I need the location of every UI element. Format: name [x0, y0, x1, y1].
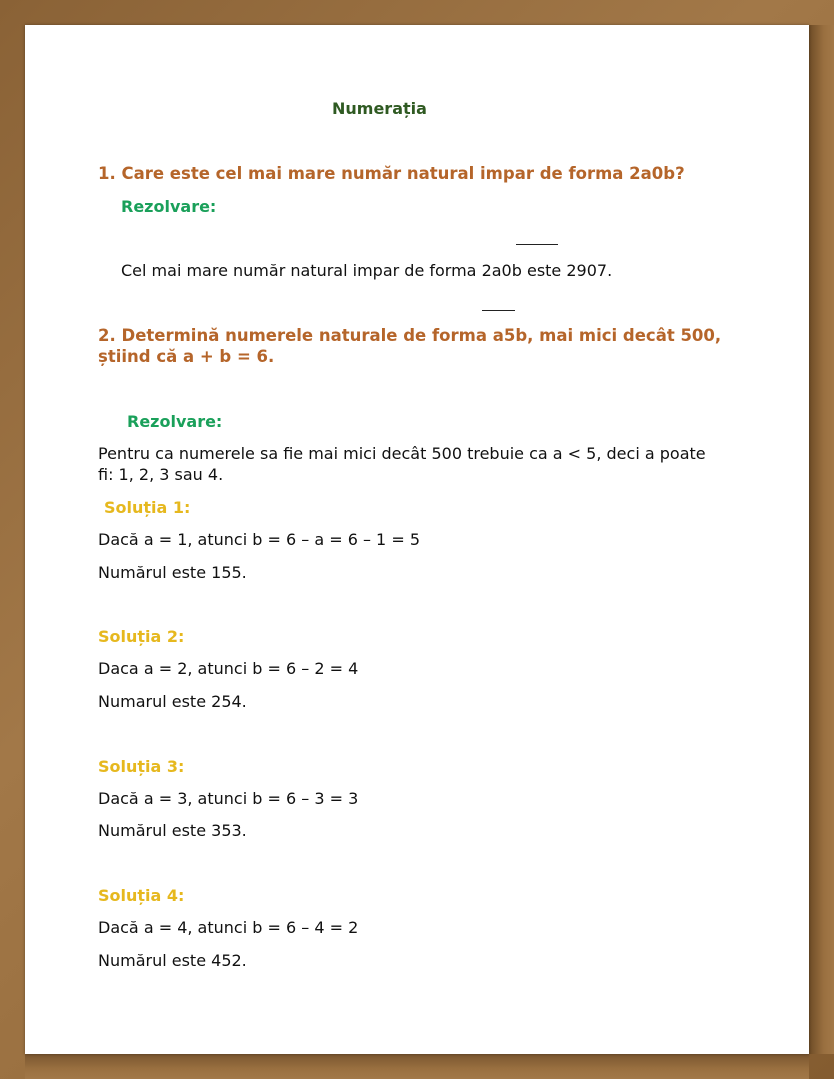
overline-mark-2: [482, 310, 515, 311]
page-title: [332, 98, 427, 119]
problem-2-rezolvare-label: Rezolvare:: [127, 412, 223, 431]
frame-bottom-shadow: [25, 1054, 809, 1079]
solution-3-line-2: Numărul este 353.: [98, 821, 247, 840]
solution-1-label: Soluția 1:: [104, 498, 191, 517]
solution-2-line-2: Numarul este 254.: [98, 692, 247, 711]
problem-2-question-line-1: 2. Determină numerele naturale de forma a5b, mai mici decât 500,: [98, 326, 722, 345]
problem-1-answer: Cel mai mare număr natural impar de forma 2a0b este 2907.: [121, 261, 613, 280]
frame-right-shadow: [809, 25, 834, 1054]
solution-4-line-2: Numărul este 452.: [98, 951, 247, 970]
page-title-text: Numerația: [332, 99, 427, 118]
solution-3-line-1: Dacă a = 3, atunci b = 6 – 3 = 3: [98, 789, 359, 808]
solution-2-label: Soluția 2:: [98, 627, 185, 646]
solution-1-line-1: Dacă a = 1, atunci b = 6 – a = 6 – 1 = 5: [98, 530, 420, 549]
solution-1-line-2: Numărul este 155.: [98, 563, 247, 582]
problem-1-rezolvare-label: Rezolvare:: [121, 197, 217, 216]
solution-4-line-1: Dacă a = 4, atunci b = 6 – 4 = 2: [98, 918, 359, 937]
problem-2-intro-line-2: fi: 1, 2, 3 sau 4.: [98, 465, 224, 484]
problem-2-question-line-2: știind că a + b = 6.: [98, 347, 275, 366]
solution-2-line-1: Daca a = 2, atunci b = 6 – 2 = 4: [98, 659, 359, 678]
overline-mark-1: [516, 244, 558, 245]
document-page: [25, 25, 809, 1054]
solution-3-label: Soluția 3:: [98, 757, 185, 776]
solution-4-label: Soluția 4:: [98, 886, 185, 905]
problem-2-intro-line-1: Pentru ca numerele sa fie mai mici decât 500 trebuie ca a < 5, deci a poate: [98, 444, 706, 463]
problem-1-question: 1. Care este cel mai mare număr natural impar de forma 2a0b?: [98, 164, 685, 183]
